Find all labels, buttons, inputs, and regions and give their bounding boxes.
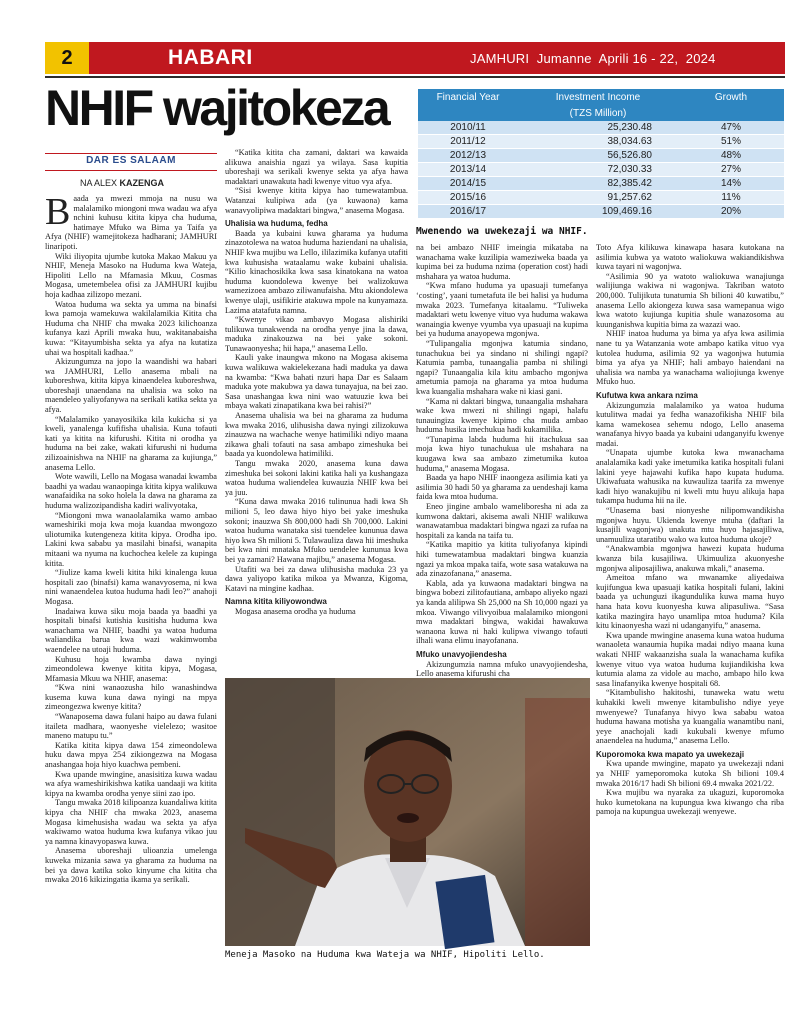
- paragraph: “Kitambulisho hakitoshi, tunaweka watu wetu kuhakiki kweli mwenye kitambulisho ndiye yeye mwenyewe? Tunafanya hivyo kwa sababu watoa huduma hawana motisha ya kuangalia wanamtibu nani, yeye anachojali kadi kukubali kwenye mfumo anaendelea na huduma,” anasema Lello.: [596, 688, 784, 746]
- article-column-2: [225, 148, 408, 674]
- subheading: Kufutwa kwa ankara nzima: [596, 390, 698, 400]
- paragraph: Toto Afya kilikuwa kinawapa hasara kutokana na asilimia kubwa ya watoto waliokuwa wakiandikishwa kuwa tayari ni wagonjwa.: [596, 243, 784, 272]
- table-cell-income: 38,034.63: [518, 135, 678, 149]
- paragraph: “Kwa mfano huduma ya upasuaji tumefanya ‘costing’, yaani tumetafuta ile bei halisi ya huduma mwaka 2023. Tumefanya kitaalamu. “Tuliweka madaktari wetu kwenye vituo vya huduma wakawa wanaingia kwenye vyumba vya upasuaji na kupima bei ya huduma anayopewa mgonjwa.: [416, 281, 588, 339]
- table-header-growth: Growth: [678, 89, 784, 105]
- paragraph: “Unasema basi nionyeshe nilipomwandikisha mgonjwa huyu. Ukienda kwenye mtuha (daftari la kusajili wagonjwa) unakuta mtu huyo hajasajiliwa, unamuuliza utaratibu wako wa kutoa huduma ukoje?: [596, 506, 784, 544]
- table-row: [418, 135, 784, 149]
- headline: NHIF wajitokeza: [45, 80, 389, 136]
- table-header-income: Investment Income: [518, 89, 678, 105]
- subheading: Uhalisia wa huduma, fedha: [225, 219, 328, 229]
- dateline: DAR ES SALAAM: [86, 155, 176, 166]
- paragraph: Wiki iliyopita ujumbe kutoka Makao Makuu ya NHIF, Meneja Masoko na Huduma kwa Wateja, Hipoliti Lello na Mfamasia Mkuu, Cosmas Mogasa, umetembelea ofisi za JAMHURI kujibu hoja kadhaa zilizopo mezani.: [45, 251, 217, 299]
- table-row: [418, 205, 784, 219]
- divider: [45, 170, 217, 171]
- table-cell-growth: 51%: [678, 135, 784, 149]
- subheading: Mfuko unavyojiendesha: [416, 649, 507, 659]
- paragraph: Akizungumza na jopo la waandishi wa habari wa JAMHURI, Lello anasema mbali na kuboreshwa, kitita kipya kinaendelea kuboreshwa, uboreshaji unaendana na uhalisia wa soko na maendeleo yaliyofanywa na serikali katika sekta ya afya.: [45, 357, 217, 415]
- table-cell-year: 2013/14: [418, 163, 518, 177]
- paragraph: Akizungumzia malalamiko ya watoa huduma kutulitwa madai ya fedha wanazofikisha NHIF bila kama wamekosea sehemu ndogo, Lello anasema wanafanya hivyo baada ya kubaini udanganyifu kwenye madai.: [596, 400, 784, 448]
- article-column-4: [596, 243, 784, 973]
- paragraph: Kuhusu hoja kwamba dawa nyingi zimeondolewa kwenye kitita kipya, Mogasa, Mfamasia Mkuu wa NHIF, anasema:: [45, 654, 217, 683]
- paragraph: Kwa upande mwingine, mapato ya uwekezaji ndani ya NHIF yameporomoka kutoka Sh bilioni 109.4 mwaka 2016/17 hadi Sh bilioni 69.4 mwaka 2021/22.: [596, 759, 784, 788]
- paragraph: “Anakwambia mgonjwa hawezi kupata huduma kwanza bila kusajiliwa. Ukimuuliza akuonyeshe mgonjwa aliposajiliwa, anakuwa mkali,” anasema.: [596, 544, 784, 573]
- table-unit: (TZS Million): [518, 105, 678, 121]
- paragraph: Mogasa anasema orodha ya huduma: [235, 606, 356, 616]
- issue-date: JAMHURI Jumanne Aprili 16 - 22, 2024: [470, 51, 716, 66]
- table-row: [418, 191, 784, 205]
- article-column-3: [416, 243, 588, 679]
- paragraph: Anasema uboreshaji ulioanzia umelenga kuweka mizania sawa ya gharama za huduma na bei ya dawa katika soko kinyume cha kitita cha mwaka 2016 kikizingatia ikama ya serikali.: [45, 846, 217, 885]
- paragraph: “Kama ni daktari bingwa, tunaangalia mshahara wake kwa mwezi ni shilingi ngapi, halafu tunauingiza kwenye kipimo cha muda ambao huduma husika imechukua hadi kukamilika.: [416, 396, 588, 435]
- paragraph: “Miongoni mwa wanaolalamika wamo ambao wameshiriki moja kwa moja kuandaa mwongozo uliotumika kutengeneza kitita kipya. Orodha ipo. Lakini kwa sababu ya masilahi binafsi, wanapita mitaani wa nyuma na kuchochea kelele za kupinga kitita.: [45, 510, 217, 568]
- paragraph: Utafiti wa bei za dawa ulihusisha maduka 23 ya dawa yaliyopo katika mikoa ya Mwanza, Kigoma, Katavi na mingine kadhaa.: [225, 564, 408, 593]
- paragraph: Anasema uhalisia wa bei na gharama za huduma kwa mwaka 2016, ulihusisha dawa nyingi zilizokuwa zinauzwa na wachache wenye hatimiliki ndiyo maana zikawa ghali tofauti na sasa ambapo zimeshuka bei baada ya kuondolewa hatimiliki.: [225, 411, 408, 459]
- subheading: Kuporomoka kwa mapato ya uwekezaji: [596, 749, 745, 759]
- table-cell-growth: 11%: [678, 191, 784, 205]
- paragraph: Wote wawili, Lello na Mogasa wanadai kwamba baadhi ya wadau wanaopinga kitita kipya walikuwa wanafaidika na soko holela la dawa na gharama za huduma walizozipandisha kadiri walivyotaka,: [45, 472, 217, 510]
- table-row: [418, 163, 784, 177]
- paragraph: Kabla, ada ya kuwaona madaktari bingwa na bingwa bobezi zilitofautiana, ambapo aliyeko ngazi ya kanda alilipwa Sh 25,000 na Sh 10,000 ngazi ya mkoa. Viwango vilivyoibua malalamiko miongoni mwa madaktari bingwa, wakidai hawakuwa wanaona kuwa ni haki kulipwa viwango tofauti ilhali wana elimu inayofanana.: [416, 578, 588, 646]
- table-cell-growth: 20%: [678, 205, 784, 219]
- paragraph: “Kuna dawa mwaka 2016 tulinunua hadi kwa Sh milioni 5, leo dawa hiyo hiyo bei yake imeshuka sokoni; inauzwa Sh 800,000 hadi Sh 700,000. Lakini watoa huduma wanataka sisi tuendelee kununua dawa hiyo kwa Sh milioni 5. Tulawauliza dawa hii imeshuka bei kwa nini mnataka Mfuko uendelee kununua kwa bei ya zamani? Hawana majibu,” anasema Mogasa.: [225, 497, 408, 564]
- paragraph: “Tunapima labda huduma hii itachukua saa moja kwa hiyo tunachukua ule mshahara na kuugawa kwa saa ambazo zimetumika kutoa huduma,” anasema Mogasa.: [416, 434, 588, 473]
- byline: [80, 178, 164, 188]
- byline-author: KAZENGA: [119, 178, 165, 188]
- byline-prefix: NA ALEX: [80, 178, 120, 188]
- paragraph: Ameitoa mfano wa mwanamke aliyedaiwa kujifungua kwa upasuaji katika hospitali fulani, lakini baada ya uchunguzi ikagundulika kuwa mama huyo hana hata kovu kuonyesha kuwa alipasuliwa. “Sasa katika mazingira hayo unamlipa mtoa huduma? Kila kitu kinaonyesha wazi ni udanganyifu,” anasema.: [596, 573, 784, 631]
- table-cell-year: 2012/13: [418, 149, 518, 163]
- paragraph: Tangu mwaka 2020, anasema kuna dawa zimeshuka bei sokoni lakini katika hali ya kushangaza watoa huduma waliendelea kuwauzia NHIF kwa bei ya juu.: [225, 459, 408, 497]
- header-rule: [45, 76, 785, 78]
- paragraph: “Tulipangalia mgonjwa katumia sindano, tunachukua bei ya sindano ni shilingi ngapi? Katumia pamba, tunaangalia pamba ni shilingi ngapi? Tunaangalia kila kitu ambacho mgonjwa ametumia pamoja na gharama ya mtoa huduma kwa kuangalia mshahara wake ni kiasi gani.: [416, 338, 588, 396]
- paragraph: Watoa huduma wa sekta ya umma na binafsi kwa pamoja wamekuwa wakilalamikia Kitita cha Huduma cha NHIF cha mwaka 2023 kilichoanza kufanya kazi Aprili mwaka huu, wakitanabaisha kuwa: “Kitayumbisha sekta ya afya na kutatiza uhai wa hospitali kadhaa.”: [45, 299, 217, 357]
- table-cell-income: 91,257.62: [518, 191, 678, 205]
- paragraph: NHIF inatoa huduma ya bima ya afya kwa asilimia nane tu ya Watanzania wote ambapo katika vituo vya kutolea huduma, asilimia 92 ya wagonjwa hutumia bima ya afya ya NHIF; hali ambayo haiendani na uhalisia wa namba ya wanachama waliojiunga kwenye Mfuko huo.: [596, 329, 784, 387]
- table-cell-income: 109,469.16: [518, 205, 678, 219]
- photo-caption: Meneja Masoko na Huduma kwa Wateja wa NHIF, Hipoliti Lello.: [225, 950, 545, 960]
- paragraph: “Malalamiko yanayosikika kila kukicha si ya kweli, yanalenga kufifisha uhalisia. Kuna tofauti kati ya kitita na kifurushi. Kitita ni orodha ya huduma na bei zake, wakati kifurushi ni huduma zilizoainishwa na NHIF na gharama za kujiunga,” anasema Lello.: [45, 414, 217, 472]
- table-cell-year: 2015/16: [418, 191, 518, 205]
- drop-cap: B: [45, 191, 71, 233]
- section-name: HABARI: [168, 46, 253, 69]
- paragraph: Tangu mwaka 2018 kilipoanza kuandaliwa kitita kipya cha NHIF cha mwaka 2023, anasema Mogasa kimehusisha wadau wa sekta ya afya wakiwamo watoa huduma kwa kufanya vikao juu ya namna kinavyopaswa kuwa.: [45, 798, 217, 846]
- paragraph: Katika kitita kipya dawa 154 zimeondolewa huku dawa mpya 254 zikiongezwa na Mogasa anashangaa hoja hiyo kuachwa pembeni.: [45, 740, 217, 770]
- table-header-blank: [678, 105, 784, 121]
- paragraph: Kwa upande mwingine, anasisitiza kuwa wadau wa afya wameshirikishwa katika uandaaji wa kitita kipya na kwamba orodha yenye siini zao ipo.: [45, 769, 217, 798]
- paragraph: “Kwenye vikao ambavyo Mogasa alishiriki tulikuwa tunakwenda na orodha yenye jina la dawa, maduka zinakouzwa na bei yake sokoni. Tunawaonyesha; hii hapa,” anasema Lello.: [225, 315, 408, 353]
- table-cell-year: 2010/11: [418, 121, 518, 135]
- paragraph: aada ya mwezi mmoja na nusu wa malalamiko miongoni mwa wadau wa afya nchini kuhusu kitita kipya cha huduma, hatimaye Mfuko wa Bima ya Taifa ya Afya (NHIF) wamejitokeza hadharani; JAMHURI linaripoti.: [45, 194, 217, 251]
- paragraph: “Katika mapitio ya kitita tuliyofanya kipindi hiki tumewatambua madaktari bingwa kuanzia ngazi ya mkoa mpaka taifa, wote sasa watakuwa na ada zinazofanana,” anasema.: [416, 540, 588, 579]
- paragraph: Baada ya hapo NHIF inaongeza asilimia kati ya asilimia 30 hadi 50 ya gharama za uendeshaji kama faida kwa mtoa huduma.: [416, 473, 588, 502]
- paragraph: “Wanaposema dawa fulani haipo au dawa fulani itaileta madhara, waonyeshe vielelezo; wasitoe maneno matupu tu.”: [45, 712, 217, 741]
- paragraph: Kauli yake inaungwa mkono na Mogasa akisema kuwa walikuwa wakielekezana hadi maduka ya dawa na kwamba: “Kwa bahati nzuri hapa Dar es Salaam maduka yote makubwa ya dawa tunayajua, na bei zao. Sasa unashangaa kwa nini wao watuuzie kwa bei mbaya wakati zinapatikana kwa bei rahisi?”: [225, 353, 408, 411]
- paragraph: “Kwa nini wanaozusha hilo wanashindwa kusema kuwa kuna dawa nyingi na mpya zimeongezwa kwenye kitita?: [45, 683, 217, 712]
- paragraph: Akizungumzia namna mfuko unavyojiendesha, Lello anasema kifurushi cha: [416, 659, 588, 679]
- table-header-blank: [418, 105, 518, 121]
- table-header-year: Financial Year: [418, 89, 518, 105]
- paragraph: na bei ambazo NHIF imeingia mikataba na wanachama wake kuzilipia wameziweka baada ya kupima bei za huduma nzima (operation cost) hadi mshahara ya watoa huduma.: [416, 243, 588, 281]
- paragraph: Inadaiwa kuwa siku moja baada ya baadhi ya hospitali binafsi kutishia kusitisha huduma kwa wanachama wa NHIF, baadhi ya watoa huduma waliandika barua kwa wazi wakimwomba waendelee na utoaji huduma.: [45, 606, 217, 654]
- table-row: [418, 149, 784, 163]
- table-cell-income: 25,230.48: [518, 121, 678, 135]
- paragraph: Eneo jingine ambalo wameliboresha ni ada za kumwona daktari, akisema awali NHIF walikuwa wanawatambua madaktari bingwa ngazi za rufaa na hospitali za kanda na taifa tu.: [416, 502, 588, 540]
- table-caption: Mwenendo wa uwekezaji wa NHIF.: [416, 226, 588, 237]
- portrait-photo: [225, 678, 590, 946]
- portrait-illustration: [225, 678, 590, 946]
- table-row: [418, 177, 784, 191]
- table-cell-year: 2016/17: [418, 205, 518, 219]
- table-cell-growth: 48%: [678, 149, 784, 163]
- table-cell-growth: 14%: [678, 177, 784, 191]
- table-cell-income: 72,030.33: [518, 163, 678, 177]
- paragraph: Baada ya kubaini kuwa gharama ya huduma zinazotolewa na watoa huduma haziendani na uhalisia, NHIF kwa mujibu wa Lello, ililazimika kufanya utafiti kwa kuhusisha wataalamu wake kubaini uhalisia. “Kilio kinachosikika kwa sasa kinatokana na watoa huduma kuondolewa kwenye bei walizokuwa wamezizoea ambazo ziliwanufaisha. Mtu akiondolewa kwenye ulaji, usifikirie atakuwa mpole na kunyamaza. Lazima atatafuta namna.: [225, 228, 408, 315]
- paragraph: “Katika kitita cha zamani, daktari wa kawaida alikuwa anaishia ngazi ya wilaya. Sasa kupitia uboreshaji wa serikali kwenye sekta ya afya hawa madaktari unawakuta hadi kwenye vituo vya afya.: [225, 148, 408, 186]
- paragraph: “Jiulize kama kweli kitita hiki kinalenga kuua hospitali zao (binafsi) kama wanavyosema, ni kwa nini wanaendelea kutoa huduma hadi leo?” anahoji Mogasa.: [45, 568, 217, 606]
- paragraph: Kwa mujibu wa nyaraka za ukaguzi, kuporomoka huko kumetokana na kupungua kwa kiwango cha riba pamoja na kupungua uwekezaji wenyewe.: [596, 788, 784, 817]
- table-cell-growth: 47%: [678, 121, 784, 135]
- table-cell-income: 82,385.42: [518, 177, 678, 191]
- article-column-1: [45, 191, 217, 972]
- paragraph: “Unapata ujumbe kutoka kwa mwanachama analalamika kadi yake imetumika katika hospitali fulani lakini yeye hajawahi kufika hapo kupata huduma. Ukiwafuata wahusika na kuwauliza taarifa za mwenye kadi hiyo wanakujibu ni kweli mtu huyu alikuja hapa tukampa huduma hii na ile.: [596, 448, 784, 506]
- table-row: [418, 121, 784, 135]
- page-number: 2: [45, 42, 89, 74]
- subheading: Namna kitita kiliyowondwa: [225, 597, 327, 607]
- table-cell-growth: 27%: [678, 163, 784, 177]
- table-cell-income: 56,526.80: [518, 149, 678, 163]
- paragraph: “Asilimia 90 ya watoto waliokuwa wanajiunga walijiunga wakiwa ni wagonjwa. Takriban watoto 200,000. Tulijikuta tunatumia Sh bilioni 40 kuwatibu,” anasema Lello akiongeza kuwa sasa wamepanua wigo kwa watoto kujiunga kupitia shule wanazosoma au kuunganishwa kupitia bima za wazazi wao.: [596, 271, 784, 329]
- table-cell-year: 2011/12: [418, 135, 518, 149]
- paragraph: Kwa upande mwingine anasema kuna watoa huduma wanaoleta wanaumia hupika madai ndiyo maana kuna wakati NHIF wakaanzisha suala la wanachama kufika kwenye vituo vya watoa huduma kujiandikisha kwa kutumia alama za vidole au macho, ambapo hilo kwa sasa linafanyika kwenye hospitali 68.: [596, 630, 784, 688]
- table-cell-year: 2014/15: [418, 177, 518, 191]
- paragraph: “Sisi kwenye kitita kipya hao tumewatambua. Watanzai kulipiwa ada (ya kuwaona) kama wanavyolipiwa madaktari bingwa,” anasema Mogasa.: [225, 186, 408, 215]
- investment-table: [418, 89, 784, 219]
- divider: [45, 153, 217, 154]
